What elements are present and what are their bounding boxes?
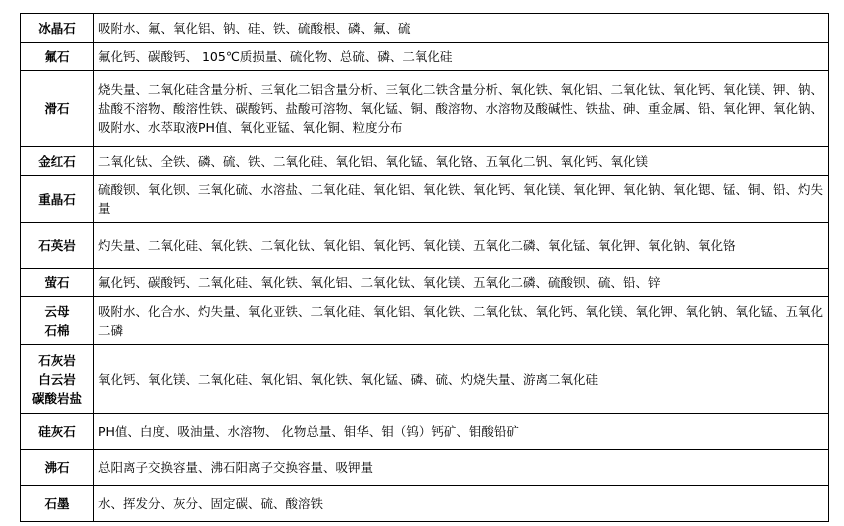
table-row	[21, 43, 829, 71]
mineral-name-cell: 石墨	[21, 486, 94, 522]
table-row	[21, 450, 829, 486]
mineral-analysis-table	[20, 13, 829, 522]
analysis-items-cell: 总阳离子交换容量、沸石阳离子交换容量、吸钾量	[94, 450, 829, 486]
mineral-name-cell: 冰晶石	[21, 14, 94, 43]
table-row	[21, 269, 829, 297]
table-row	[21, 297, 829, 345]
table-body	[21, 14, 829, 522]
analysis-items-cell: 灼失量、二氧化硅、氧化铁、二氧化钛、氧化铝、氧化钙、氧化镁、五氧化二磷、氧化锰、氧化钾、氧化钠、氧化铬	[94, 223, 829, 269]
analysis-items-cell: PH值、白度、吸油量、水溶物、 化物总量、钼华、钼（钨）钙矿、钼酸铅矿	[94, 414, 829, 450]
analysis-items-cell: 吸附水、氟、氧化铝、钠、硅、铁、硫酸根、磷、氟、硫	[94, 14, 829, 43]
mineral-name-cell: 氟石	[21, 43, 94, 71]
analysis-items-cell: 吸附水、化合水、灼失量、氧化亚铁、二氧化硅、氧化铝、氧化铁、二氧化钛、氧化钙、氧化镁、氧化钾、氧化钠、氧化锰、五氧化二磷	[94, 297, 829, 345]
analysis-items-cell: 硫酸钡、氧化钡、三氧化硫、水溶盐、二氧化硅、氧化铝、氧化铁、氧化钙、氧化镁、氧化钾、氧化钠、氧化锶、锰、铜、铅、灼失量	[94, 176, 829, 223]
mineral-name-cell: 硅灰石	[21, 414, 94, 450]
table-row	[21, 345, 829, 414]
table-row	[21, 14, 829, 43]
mineral-name-cell: 金红石	[21, 147, 94, 176]
mineral-name-cell: 萤石	[21, 269, 94, 297]
table-row	[21, 414, 829, 450]
table-row	[21, 147, 829, 176]
mineral-name-cell: 云母 石棉	[21, 297, 94, 345]
table-row	[21, 486, 829, 522]
analysis-items-cell: 水、挥发分、灰分、固定碳、硫、酸溶铁	[94, 486, 829, 522]
analysis-items-cell: 氧化钙、氧化镁、二氧化硅、氧化铝、氧化铁、氧化锰、磷、硫、灼烧失量、游离二氧化硅	[94, 345, 829, 414]
mineral-name-cell: 石灰岩 白云岩 碳酸岩盐	[21, 345, 94, 414]
mineral-name-cell: 石英岩	[21, 223, 94, 269]
analysis-items-cell: 氟化钙、碳酸钙、 105℃质损量、硫化物、总硫、磷、二氧化硅	[94, 43, 829, 71]
mineral-name-cell: 重晶石	[21, 176, 94, 223]
mineral-name-cell: 滑石	[21, 71, 94, 147]
analysis-items-cell: 二氧化钛、全铁、磷、硫、铁、二氧化硅、氧化铝、氧化锰、氧化铬、五氧化二钒、氧化钙、氧化镁	[94, 147, 829, 176]
table-row	[21, 223, 829, 269]
analysis-items-cell: 氟化钙、碳酸钙、二氧化硅、氧化铁、氧化铝、二氧化钛、氧化镁、五氧化二磷、硫酸钡、硫、铅、锌	[94, 269, 829, 297]
table-row	[21, 176, 829, 223]
table-row	[21, 71, 829, 147]
mineral-name-cell: 沸石	[21, 450, 94, 486]
analysis-items-cell: 烧失量、二氧化硅含量分析、三氧化二铝含量分析、三氧化二铁含量分析、氧化铁、氧化铝、二氧化钛、氧化钙、氧化镁、钾、钠、盐酸不溶物、酸溶性铁、碳酸钙、盐酸可溶物、氧化锰、铜、酸溶物、水溶物及酸碱性、铁盐、砷、重金属、铅、氧化钾、氧化钠、吸附水、水萃取液PH值、氧化亚锰、氧化铜、粒度分布	[94, 71, 829, 147]
